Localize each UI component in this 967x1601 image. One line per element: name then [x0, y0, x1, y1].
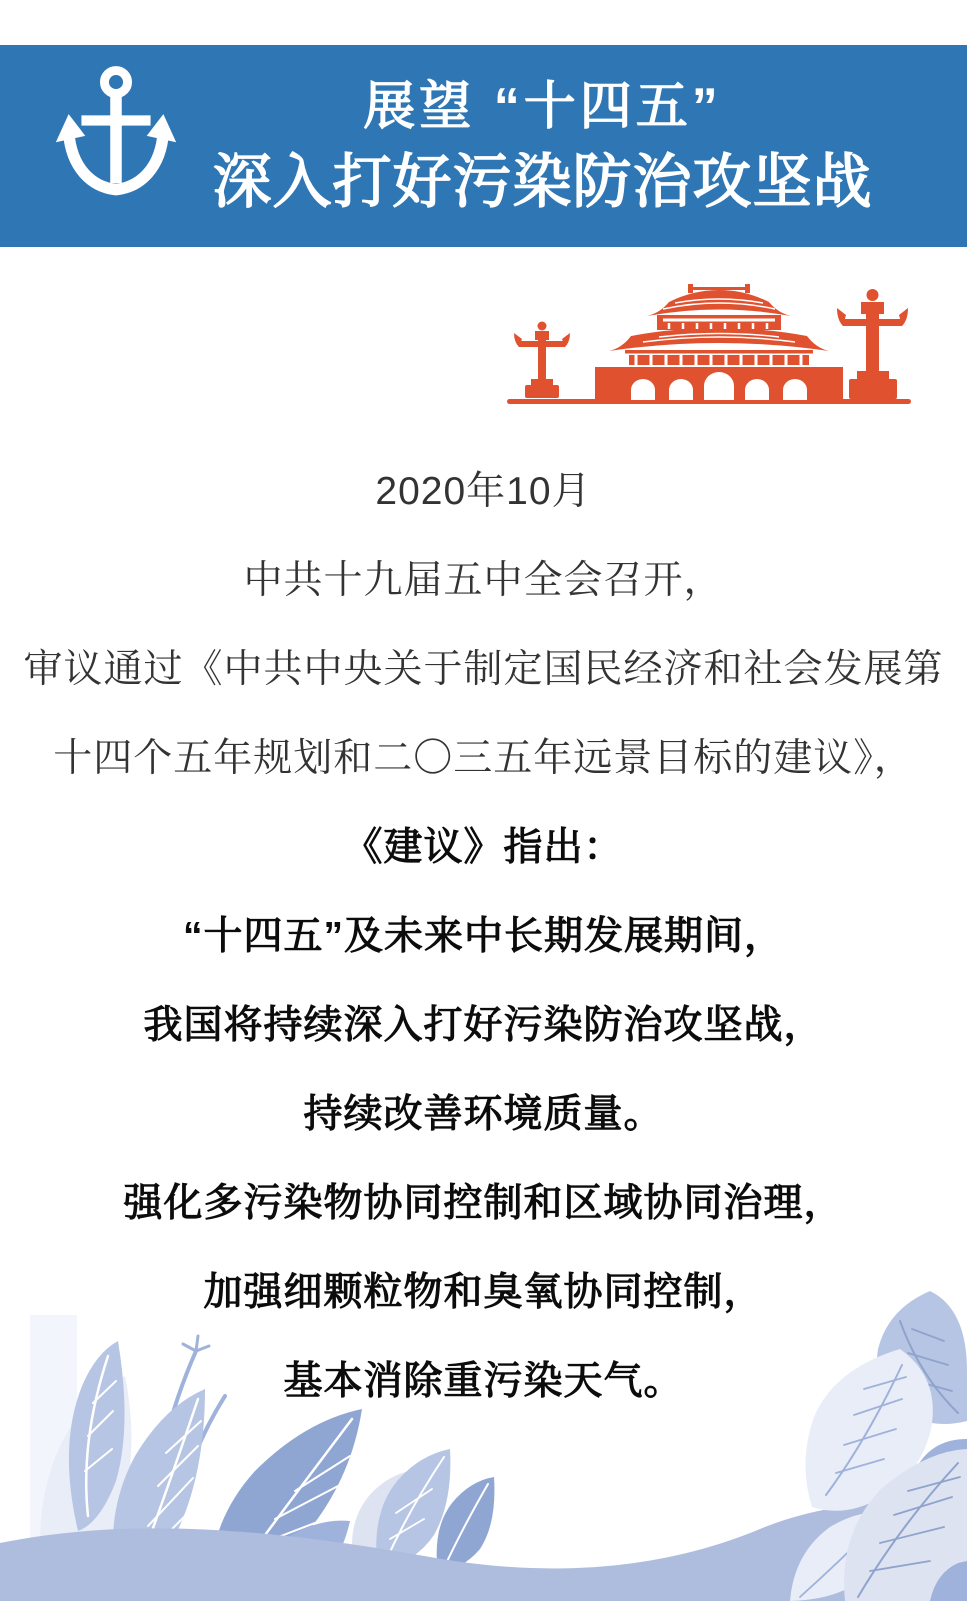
- right-huabiao-column: [837, 289, 908, 399]
- body-line: 审议通过《中共中央关于制定国民经济和社会发展第: [23, 648, 944, 691]
- body-line: “十四五”及未来中长期发展期间，: [182, 915, 784, 958]
- bottom-decoration: [0, 1281, 967, 1601]
- left-huabiao-column: [514, 322, 570, 399]
- body-line: 《建议》指出：: [343, 826, 624, 869]
- header-banner: [0, 45, 967, 247]
- body-line: 基本消除重污染天气。: [283, 1360, 684, 1403]
- body-line: 中共十九届五中全会召开，: [243, 559, 724, 602]
- page-title-line2: 深入打好污染防治攻坚战: [212, 148, 873, 215]
- body-line: 持续改善环境质量。: [303, 1093, 664, 1136]
- body-line: 强化多污染物协同控制和区域协同治理，: [123, 1182, 844, 1225]
- body-line: 加强细颗粒物和臭氧协同控制，: [203, 1271, 764, 1314]
- body-line: 2020年10月: [375, 470, 592, 513]
- tiananmen-gate-illustration: [503, 281, 915, 409]
- header-titles: [118, 45, 967, 247]
- body-text: [0, 447, 967, 1426]
- body-line: 我国将持续深入打好污染防治攻坚战，: [143, 1004, 824, 1047]
- page-title-line1: 展望 “十四五”: [363, 77, 722, 136]
- body-line: 十四个五年规划和二〇三五年远景目标的建议》，: [53, 737, 914, 780]
